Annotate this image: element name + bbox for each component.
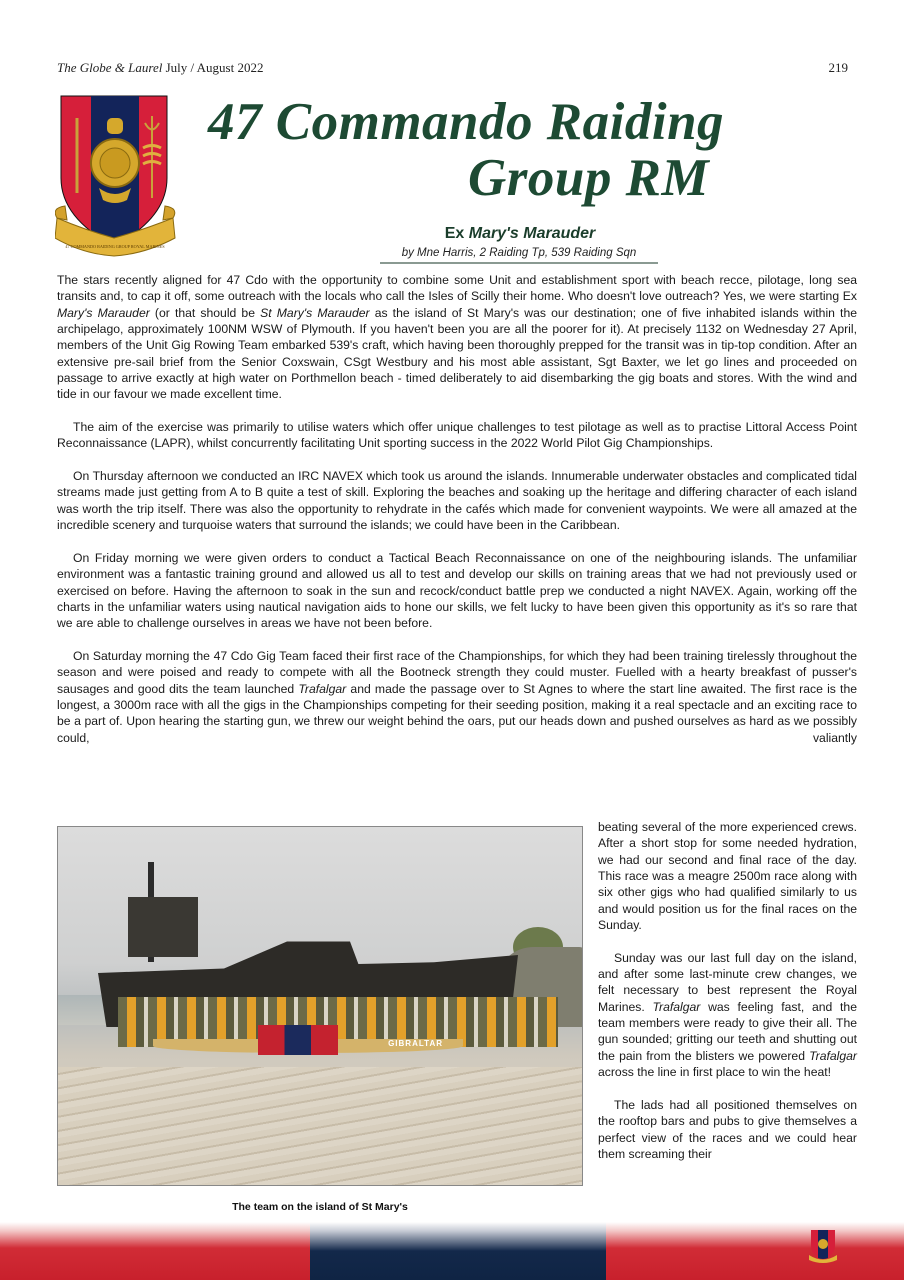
paragraph-text: The lads had all positioned themselves on the rooftop bars and pubs to give themselves a perfect view of the races and we could hear them screaming their [598, 1097, 857, 1161]
italic-text: St Mary's Marauder [260, 305, 370, 320]
photo-cabin [128, 897, 198, 957]
subtitle-prefix: Ex [444, 225, 469, 242]
paragraph-text: was feeling fast, and the team members were ready to give their all. The gun sounded; gritting our teeth and shutting out the pain from the blisters we powered [598, 999, 857, 1063]
article-title-line2: Group RM [468, 149, 710, 207]
article-body [57, 272, 857, 746]
subtitle-exercise-name: Mary's Marauder [468, 225, 596, 242]
paragraph-text: as the island of St Mary's was our destination; one of five inhabited islands within the archipelago, approximately 100NM WSW of Plymouth. If you haven't been you are all the poorer for it). At precisely 1132 on Wednesday 27 April, members of the Unit Gig Rowing Team embarked 539's craft, which having been thoroughly prepped for the transit was in tip-top condition. After an extensive pre-sail brief from the Senior Coxswain, CSgt Westbury and his most able assistant, Sgt Baxter, we let go lines and proceeded on passage to arrive exactly at high water on Porthmellon beach - timed deliberately to aid disembarking the gig boats and stores. With the wind and tide in our favour we made excellent time. [57, 305, 857, 402]
footer-crest-icon [808, 1228, 838, 1264]
article-paragraph [598, 819, 857, 933]
gig-boat-name: GIBRALTAR [388, 1039, 443, 1048]
crest-logo [55, 88, 179, 258]
paragraph-text: On Friday morning we were given orders to conduct a Tactical Beach Reconnaissance on one of the neighbouring islands. The unfamiliar environment was a fantastic training ground and allowed us all to test and develop our skills on training areas that we had not previously used or exercised on before. Having the afternoon to soak in the sun and recock/conduct battle prep we conducted a night NAVEX. Again, working off the charts in the unfamiliar waters using nautical navigation aids to hone our skills, we felt lucky to have been given this opportunity as it's so rare that we are able to challenge ourselves in areas we have not been before. [57, 550, 857, 631]
team-photo [57, 826, 583, 1186]
paragraph-text: Sunday was our last full day on the island, and after some last-minute crew changes, we felt necessary to best represent the Royal Marines. [598, 950, 857, 1014]
issue-date: July / August 2022 [165, 60, 264, 75]
paragraph-text: The aim of the exercise was primarily to utilise waters which offer unique challenges to test pilotage as well as to practise Littoral Access Point Reconnaissance (LAPR), whilst concurrently facilitating Unit sporting success in the 2022 World Pilot Gig Championships. [57, 420, 857, 451]
article-paragraph [57, 272, 857, 403]
paragraph-text: and made the passage over to St Agnes to where the start line awaited. The first race is the longest, a 3000m race with all the gigs in the Championships competing for their seeding position, making it a real spectacle and an exciting race to be a part of. Upon hearing the starting gun, we threw our weight behind the oars, put our heads down and pushed ourselves as hard as we possibly could, valiantly [57, 681, 857, 745]
italic-text: Trafalgar [652, 999, 701, 1014]
paragraph-text: On Thursday afternoon we conducted an IRC NAVEX which took us around the islands. Innumerable underwater obstacles and complicated tidal streams made just getting from A to B quite a test of skill. Exploring the beaches and soaking up the heritage and differing character of each island was worth the trip itself. There was also the opportunity to rehydrate in the cafés which made for convenient waypoints. We were all amazed at the incredible scenery and turquoise waters that surround the islands; we could have been in the Caribbean. [57, 469, 857, 533]
footer-navy-block [310, 1222, 606, 1280]
article-subtitle [380, 225, 660, 243]
article-paragraph [57, 550, 857, 632]
photo-flag [258, 1025, 338, 1055]
running-header [57, 60, 263, 76]
paragraph-text: The stars recently aligned for 47 Cdo with the opportunity to combine some Unit and establishment sport with beach recce, pilotage, long sea transits and, to cap it off, some outreach with the locals who call the Isles of Scilly their home. Who doesn't love outreach? Yes, we were starting Ex [57, 273, 857, 304]
publication-name: The Globe & Laurel [57, 60, 163, 75]
page-number: 219 [828, 60, 848, 75]
article-paragraph [598, 1097, 857, 1162]
italic-text: Mary's Marauder [57, 305, 150, 320]
crest-scroll-text: 47 COMMANDO RAIDING GROUP ROYAL MARINES [65, 244, 165, 249]
article-paragraph [57, 468, 857, 533]
photo-beach [58, 1067, 583, 1186]
article-paragraph [598, 950, 857, 1081]
italic-text: Trafalgar [809, 1048, 857, 1063]
article-paragraph [57, 419, 857, 452]
paragraph-text: (or that should be [149, 305, 261, 320]
paragraph-text: On Saturday morning the 47 Cdo Gig Team faced their first race of the Championships, for which they had been training tirelessly throughout the season and were poised and ready to compete with all the Bootneck strength they could muster. Fuelled with a hearty breakfast of pusser's sausages and good dits the team launched [57, 648, 857, 696]
photo-caption: The team on the island of St Mary's [232, 1201, 408, 1213]
italic-text: Trafalgar [298, 681, 347, 696]
byline: by Mne Harris, 2 Raiding Tp, 539 Raiding Sqn [380, 247, 658, 264]
article-body-column [598, 819, 857, 1179]
paragraph-text: beating several of the more experienced crews. After a short stop for some needed hydration, we had our second and final race of the day. This race was a meagre 2500m race along with six other gigs who had qualified similarly to us and would position us for the final races on the Sunday. [598, 820, 857, 933]
article-title-line1: 47 Commando Raiding [208, 93, 725, 151]
paragraph-text: across the line in first place to win the heat! [598, 1065, 832, 1080]
article-paragraph [57, 648, 857, 746]
